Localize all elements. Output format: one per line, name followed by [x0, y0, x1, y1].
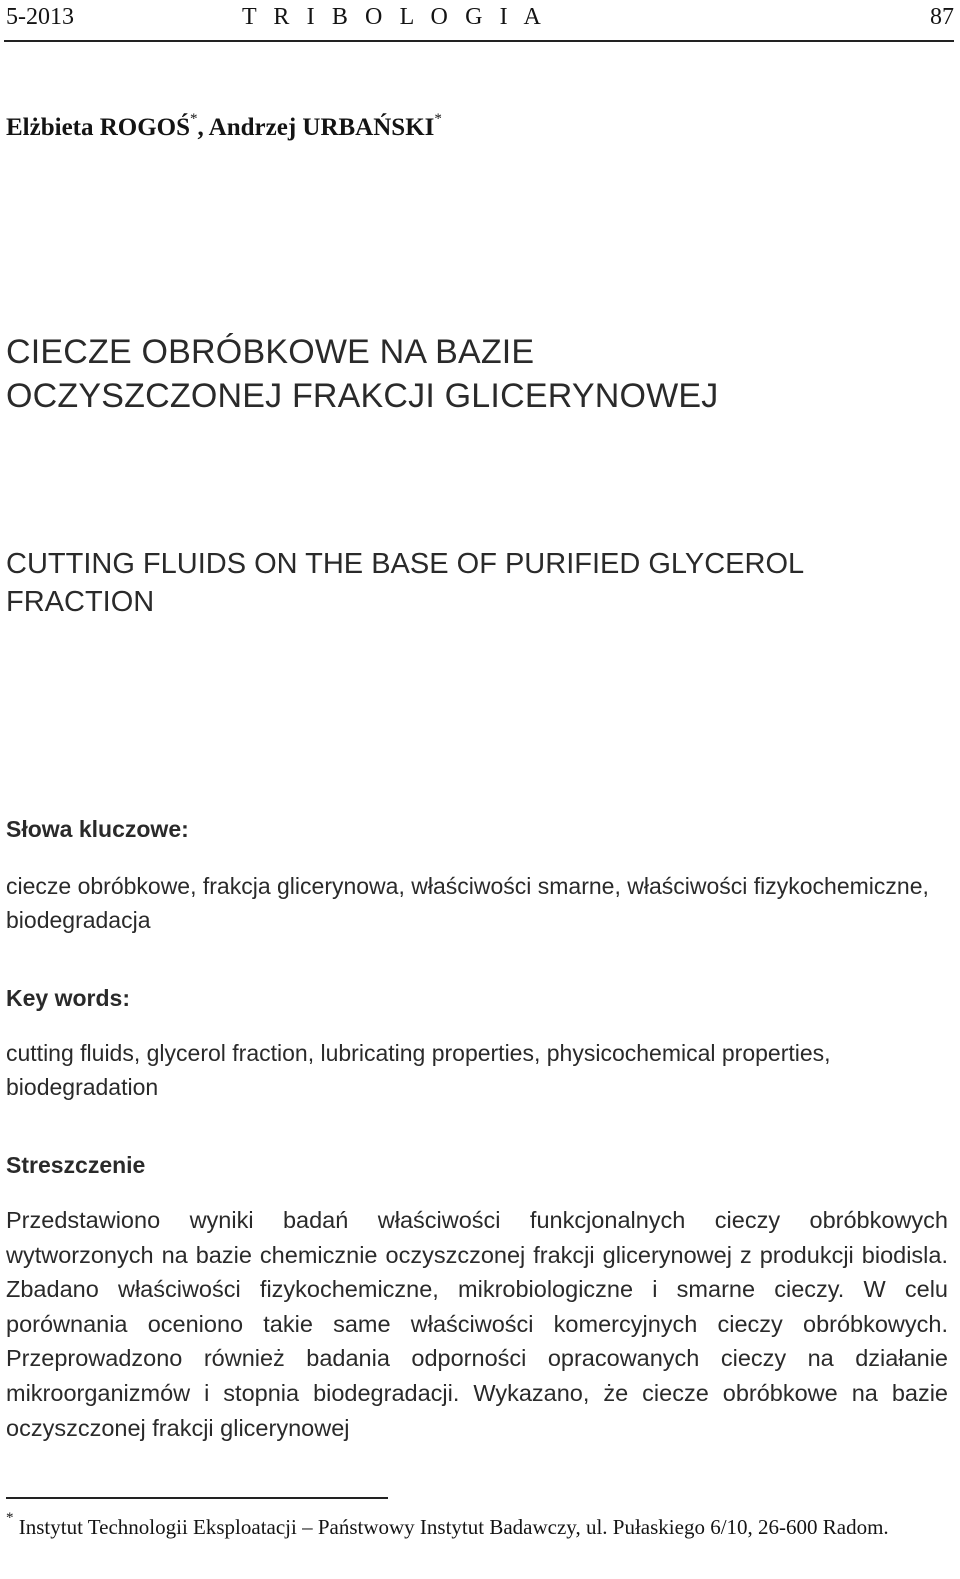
- author-name-2: , Andrzej URBAŃSKI: [197, 114, 435, 141]
- footnote: [6, 1511, 954, 1543]
- journal-issue: 5-2013: [6, 4, 74, 30]
- running-header: [6, 2, 954, 32]
- title-polish: [6, 330, 946, 418]
- abstract-text: Przedstawiono wyniki badań właściwości funkcjonalnych cieczy obróbkowych wytworzonych na bazie chemicznie oczyszczonej frakcji glicerynowej z produkcji biodisla. Zbadano właściwości fizykochemiczne, mikrobiologiczne i smarne cieczy. W celu porównania oceniono takie same właściwości komercyjnych cieczy obróbkowych. Przeprowadzono również badania odporności opracowanych cieczy na działanie mikroorganizmów i stopnia biodegradacji. Wykazano, że ciecze obróbkowe na bazie oczyszczonej frakcji glicerynowej: [6, 1207, 948, 1441]
- footnote-divider: [6, 1497, 388, 1499]
- keywords-english-heading: Key words:: [6, 985, 130, 1011]
- affiliation-mark-1: *: [190, 111, 198, 127]
- journal-name: T R I B O L O G I A: [242, 4, 547, 30]
- keywords-polish-heading: Słowa kluczowe:: [6, 816, 189, 842]
- footnote-affiliation: Instytut Technologii Eksploatacji – Państwowy Instytut Badawczy, ul. Pułaskiego 6/10, 26-600 Radom.: [18, 1515, 889, 1539]
- affiliation-mark-2: *: [434, 111, 442, 127]
- title-english-line-2: FRACTION: [6, 586, 155, 618]
- author-name-1: Elżbieta ROGOŚ: [6, 114, 191, 141]
- title-english: [6, 545, 946, 621]
- page-number: 87: [930, 4, 954, 30]
- abstract-heading: Streszczenie: [6, 1152, 146, 1178]
- header-divider: [4, 40, 954, 42]
- title-polish-line-1: CIECZE OBRÓBKOWE NA BAZIE: [6, 333, 535, 371]
- keywords-english-text: cutting fluids, glycerol fraction, lubricating properties, physicochemical properties, biodegradation: [6, 1040, 831, 1100]
- footnote-mark: *: [6, 1510, 14, 1526]
- author-line: [6, 110, 442, 146]
- title-english-line-1: CUTTING FLUIDS ON THE BASE OF PURIFIED GLYCEROL: [6, 548, 805, 580]
- keywords-polish-text: ciecze obróbkowe, frakcja glicerynowa, właściwości smarne, właściwości fizykochemiczne, biodegradacja: [6, 873, 929, 933]
- title-polish-line-2: OCZYSZCZONEJ FRAKCJI GLICERYNOWEJ: [6, 377, 719, 415]
